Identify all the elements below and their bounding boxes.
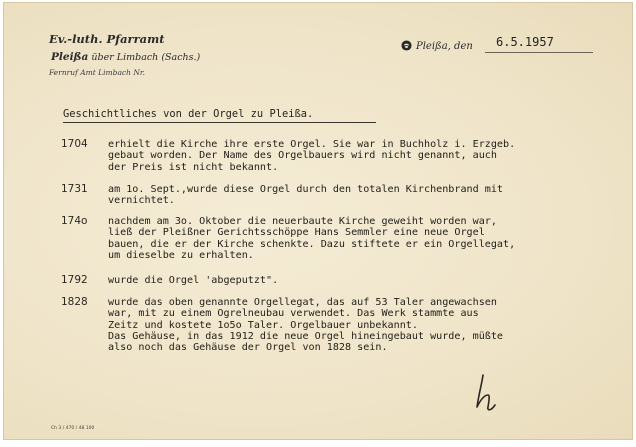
document-title: Geschichtliches von der Orgel zu Pleißa. bbox=[63, 108, 314, 120]
entry-year: 1731 bbox=[61, 183, 88, 195]
entry-line: der Preis ist nicht bekannt. bbox=[108, 161, 279, 173]
entry-line: gebaut worden. Der Name des Orgelbauers wird nicht genannt, auch bbox=[108, 150, 497, 162]
entry-body bbox=[108, 297, 628, 353]
dateline-place: Pleißa, den bbox=[416, 41, 473, 52]
entry-line: also noch das Gehäuse der Orgel von 1828 sein. bbox=[108, 342, 388, 354]
title-underline bbox=[63, 122, 376, 123]
entry-year: 1704 bbox=[61, 138, 88, 150]
form-number: Ch 3 / 470 / 48 100 bbox=[51, 426, 95, 431]
entry-line: wurde das oben genannte Orgellegat, das auf 53 Taler angewachsen bbox=[108, 297, 497, 308]
entry-line: Zeitz und kostete 1o5o Taler. Orgelbauer unbekannt. bbox=[108, 319, 418, 331]
date-underline bbox=[485, 52, 593, 53]
entry-year: 174o bbox=[61, 215, 88, 227]
letterhead-office: Ev.-luth. Pfarramt bbox=[49, 32, 165, 46]
entry-line: vernichtet. bbox=[108, 195, 175, 207]
entry-line: am 1o. Sept.,wurde diese Orgel durch den totalen Kirchenbrand mit bbox=[108, 184, 504, 195]
entry-line: ließ der Pleißner Gerichtsschöppe Hans Semmler eine neue Orgel bbox=[108, 227, 485, 239]
letterhead-town-rest: über Limbach (Sachs.) bbox=[91, 52, 201, 63]
entry-body bbox=[108, 216, 628, 261]
entry-line: bauen, die er der Kirche schenkte. Dazu stiftete er ein Orgellegat, bbox=[108, 238, 516, 250]
letterhead-town: Pleißa bbox=[51, 51, 89, 63]
entry-line: Das Gehäuse, in das 1912 die neue Orgel hineingebaut wurde, müßte bbox=[108, 330, 504, 342]
entry-year: 1828 bbox=[61, 296, 88, 308]
phone-icon bbox=[401, 40, 412, 51]
entry-line: nachdem am 3o. Oktober die neuerbaute Kirche geweiht worden war, bbox=[108, 216, 497, 227]
entry-body bbox=[108, 139, 628, 173]
entry-line: erhielt die Kirche ihre erste Orgel. Sie war in Buchholz i. Erzgeb. bbox=[108, 139, 516, 150]
entry-line: war, mit zu einem Ogrelneubau verwendet. Das Werk stammte aus bbox=[108, 308, 479, 320]
dateline-place-wrap bbox=[401, 40, 473, 52]
letter-page bbox=[3, 2, 633, 440]
letterhead-town-line bbox=[51, 51, 200, 63]
letterhead-phone: Fernruf Amt Limbach Nr. bbox=[49, 68, 146, 77]
entry-year: 1792 bbox=[61, 274, 88, 286]
entry-line: wurde die Orgel 'abgeputzt". bbox=[108, 275, 279, 286]
signature-mark bbox=[473, 373, 499, 415]
entry-body bbox=[108, 275, 628, 286]
entry-line: um dieselbe zu erhalten. bbox=[108, 249, 254, 261]
entry-body bbox=[108, 184, 628, 207]
dateline-date: 6.5.1957 bbox=[496, 35, 554, 49]
